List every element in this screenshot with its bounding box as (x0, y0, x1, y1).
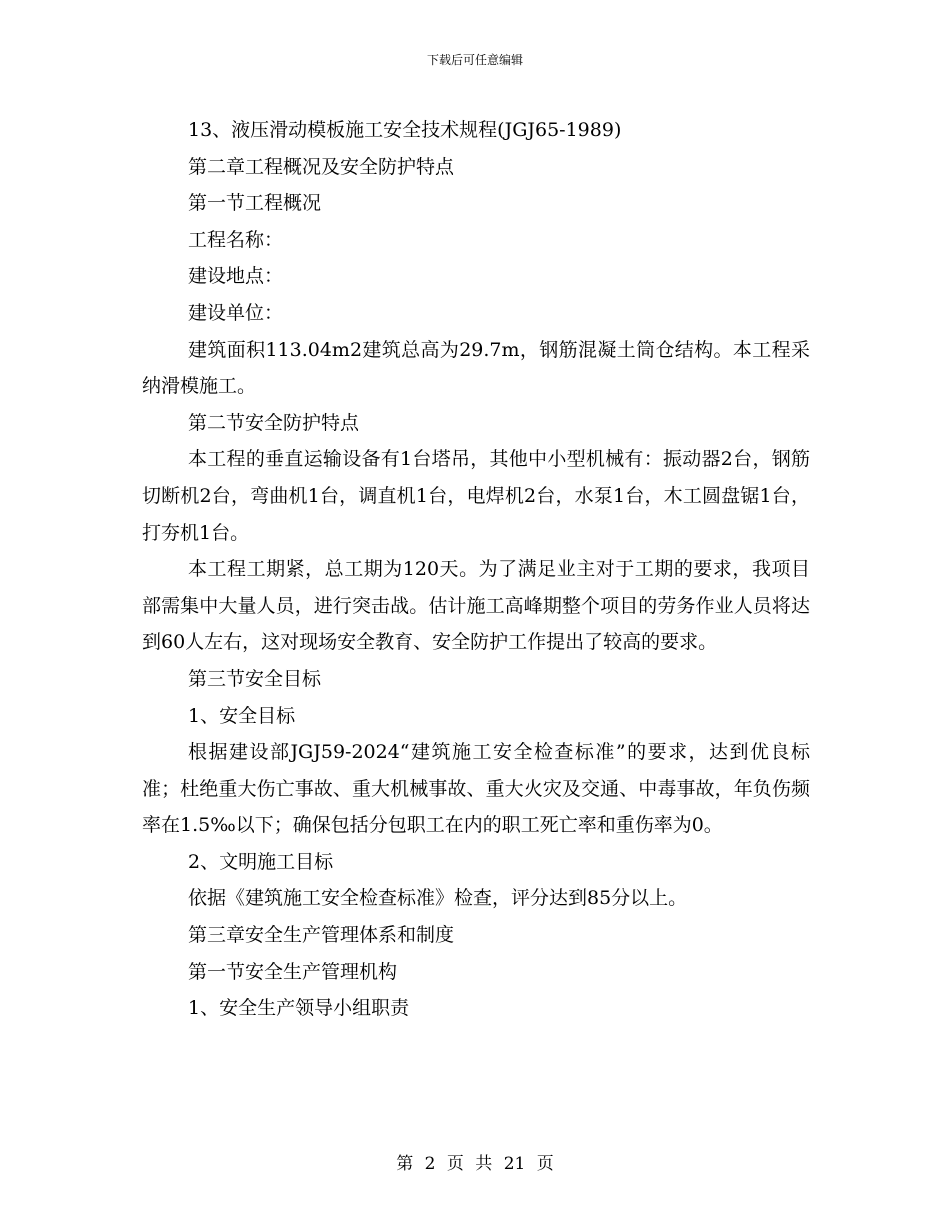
paragraph: 13、液压滑动模板施工安全技术规程(JGJ65-1989) (188, 119, 622, 141)
document-body (142, 112, 810, 1027)
section-heading: 第一节安全生产管理机构 (188, 960, 398, 983)
chapter-heading: 第二章工程概况及安全防护特点 (188, 155, 455, 178)
paragraph: 工程名称： (188, 228, 284, 251)
paragraph: 建设单位： (188, 301, 284, 324)
chapter-heading: 第三章安全生产管理体系和制度 (188, 924, 455, 947)
paragraph: 根据建设部JGJ59-2024“建筑施工安全检查标准”的要求，达到优良标准；杜绝重大伤亡事故、重大机械事故、重大火灾及交通、中毒事故，年负伤频率在1.5‰以下；确保包括分包职工在内的职工死亡率和重伤率为0。 (142, 741, 810, 837)
section-heading: 第一节工程概况 (188, 192, 322, 215)
paragraph: 1、安全生产领导小组职责 (188, 997, 410, 1020)
paragraph: 建设地点： (188, 265, 284, 288)
paragraph: 1、安全目标 (188, 704, 296, 727)
section-heading: 第二节安全防护特点 (188, 411, 360, 434)
page-number: 第 2 页 共 21 页 (396, 1154, 554, 1174)
page-header: 下载后可任意编辑 (426, 53, 523, 67)
section-heading: 第三节安全目标 (188, 667, 322, 690)
paragraph: 本工程工期紧，总工期为120天。为了满足业主对于工期的要求，我项目部需集中大量人员，进行突击战。估计施工高峰期整个项目的劳务作业人员将达到60人左右，这对现场安全教育、安全防护工作提出了较高的要求。 (142, 558, 810, 654)
paragraph: 2、文明施工目标 (188, 850, 334, 873)
paragraph: 依据《建筑施工安全检查标准》检查，评分达到85分以上。 (188, 887, 688, 910)
paragraph: 建筑面积113.04m2建筑总高为29.7m，钢筋混凝土筒仓结构。本工程采纳滑模施工。 (142, 338, 810, 398)
paragraph: 本工程的垂直运输设备有1台塔吊，其他中小型机械有：振动器2台，钢筋切断机2台，弯曲机1台，调直机1台，电焊机2台，水泵1台，木工圆盘锯1台，打夯机1台。 (142, 448, 810, 544)
